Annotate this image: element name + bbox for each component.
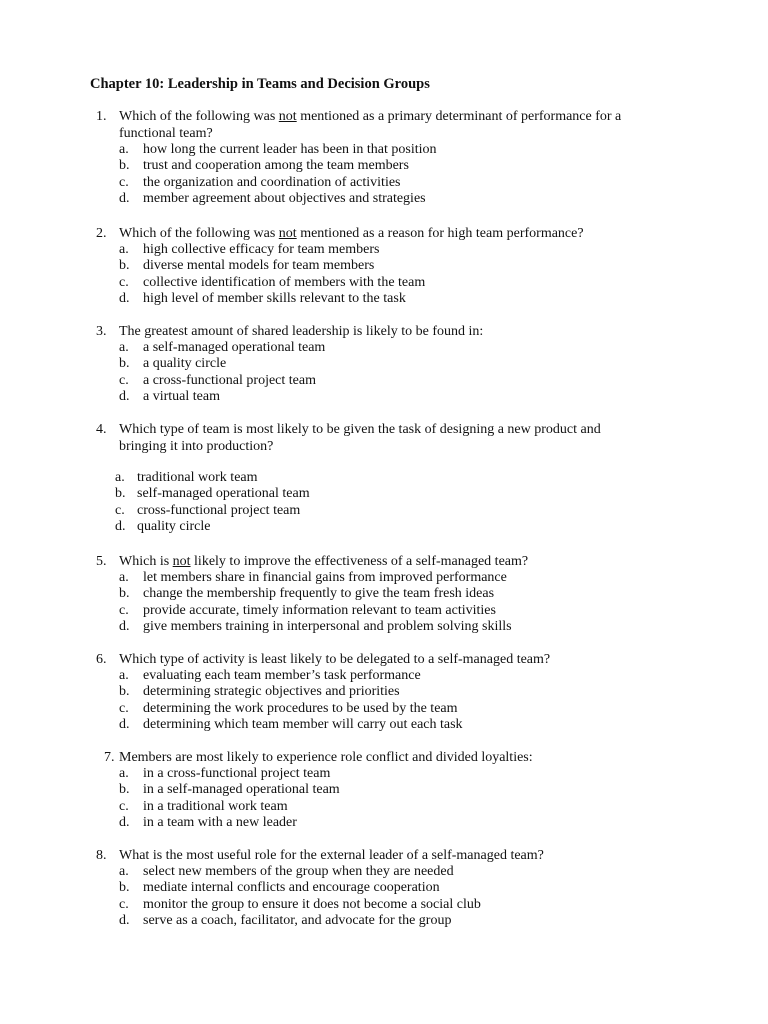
- option-a: [0, 242, 768, 258]
- option-c: [0, 175, 768, 191]
- option-text: high collective efficacy for team members: [143, 242, 380, 257]
- option-text: quality circle: [137, 519, 211, 535]
- option-text: serve as a coach, facilitator, and advocate for the group: [143, 913, 452, 929]
- option-a: [0, 142, 768, 158]
- option-b: [0, 684, 768, 700]
- option-letter: b.: [119, 782, 130, 798]
- question-6: [0, 651, 768, 734]
- option-letter: a.: [119, 766, 129, 781]
- question-8: [0, 847, 768, 930]
- option-letter: c.: [119, 700, 129, 716]
- question-3: [0, 323, 768, 406]
- option-a: [0, 668, 768, 684]
- question-4: [0, 421, 768, 536]
- option-text: in a cross-functional project team: [143, 766, 331, 781]
- question-text: Which type of activity is least likely to be delegated to a self-managed team?: [119, 652, 551, 667]
- option-text: provide accurate, timely information relevant to team activities: [143, 602, 496, 618]
- option-text: monitor the group to ensure it does not become a social club: [143, 896, 481, 912]
- option-d: [0, 717, 768, 733]
- option-text: give members training in interpersonal and problem solving skills: [143, 619, 512, 635]
- option-b: [0, 486, 768, 502]
- option-a: [0, 570, 768, 586]
- question-text: Members are most likely to experience role conflict and divided loyalties:: [119, 750, 533, 765]
- option-letter: c.: [119, 372, 129, 388]
- option-b: [0, 586, 768, 602]
- option-letter: d.: [119, 913, 130, 929]
- option-b: [0, 356, 768, 372]
- option-text: member agreement about objectives and strategies: [143, 191, 426, 207]
- option-c: [0, 275, 768, 291]
- option-c: [0, 701, 768, 717]
- question-number: 7.: [104, 750, 115, 765]
- question-7: [0, 749, 768, 832]
- option-letter: a.: [119, 570, 129, 585]
- option-c: [0, 897, 768, 913]
- option-b: [0, 880, 768, 896]
- option-a: [0, 340, 768, 356]
- option-text: in a self-managed operational team: [143, 782, 340, 798]
- option-a: [0, 470, 768, 486]
- option-letter: b.: [119, 684, 130, 700]
- option-text: in a team with a new leader: [143, 815, 297, 831]
- option-letter: b.: [115, 486, 126, 502]
- question-stem: [0, 225, 768, 242]
- option-text: collective identification of members with the team: [143, 274, 426, 290]
- question-text: Which of the following was not mentioned as a primary determinant of performance for a: [119, 109, 622, 124]
- option-d: [0, 913, 768, 929]
- option-letter: d.: [119, 291, 130, 307]
- option-text: determining strategic objectives and priorities: [143, 684, 400, 700]
- option-text: cross-functional project team: [137, 502, 301, 518]
- option-b: [0, 158, 768, 174]
- option-a: [0, 864, 768, 880]
- option-text: diverse mental models for team members: [143, 258, 375, 274]
- question-1: [0, 108, 768, 208]
- question-number: 8.: [96, 848, 107, 863]
- option-letter: d.: [119, 389, 130, 405]
- option-letter: b.: [119, 158, 130, 174]
- option-text: determining the work procedures to be used by the team: [143, 700, 458, 716]
- question-stem: [0, 847, 768, 864]
- option-text: trust and cooperation among the team members: [143, 158, 409, 174]
- option-d: [0, 815, 768, 831]
- option-text: high level of member skills relevant to the task: [143, 291, 406, 307]
- option-text: let members share in financial gains from improved performance: [143, 570, 507, 585]
- emphasis-not: not: [172, 554, 191, 569]
- question-text: Which of the following was not mentioned as a reason for high team performance?: [119, 226, 584, 241]
- option-letter: d.: [119, 619, 130, 635]
- option-d: [0, 619, 768, 635]
- option-text: a cross-functional project team: [143, 372, 316, 388]
- chapter-title: Chapter 10: Leadership in Teams and Decision Groups: [90, 76, 430, 92]
- option-text: evaluating each team member’s task performance: [143, 668, 421, 683]
- option-letter: a.: [119, 668, 129, 683]
- option-c: [0, 373, 768, 389]
- option-text: in a traditional work team: [143, 798, 288, 814]
- option-d: [0, 389, 768, 405]
- option-letter: a.: [115, 470, 125, 485]
- option-letter: b.: [119, 258, 130, 274]
- question-text-continued: functional team?: [119, 126, 213, 141]
- question-number: 5.: [96, 554, 107, 569]
- question-number: 4.: [96, 422, 107, 437]
- option-d: [0, 191, 768, 207]
- question-number: 6.: [96, 652, 107, 667]
- option-letter: b.: [119, 880, 130, 896]
- option-c: [0, 503, 768, 519]
- option-text: traditional work team: [137, 470, 258, 485]
- question-text: Which is not likely to improve the effectiveness of a self-managed team?: [119, 554, 529, 569]
- option-d: [0, 291, 768, 307]
- question-text: Which type of team is most likely to be given the task of designing a new product and: [119, 422, 601, 437]
- option-text: a quality circle: [143, 356, 227, 372]
- option-text: select new members of the group when they are needed: [143, 864, 454, 879]
- option-letter: d.: [119, 717, 130, 733]
- question-number: 3.: [96, 324, 107, 339]
- question-number: 2.: [96, 226, 107, 241]
- option-letter: c.: [119, 896, 129, 912]
- emphasis-not: not: [278, 226, 297, 241]
- question-stem: [0, 323, 768, 340]
- option-c: [0, 799, 768, 815]
- question-stem: [0, 749, 768, 766]
- question-stem: [0, 651, 768, 668]
- question-text-continued: bringing it into production?: [119, 439, 274, 454]
- option-a: [0, 766, 768, 782]
- option-text: mediate internal conflicts and encourage cooperation: [143, 880, 440, 896]
- option-text: a virtual team: [143, 389, 220, 405]
- option-letter: c.: [119, 274, 129, 290]
- option-c: [0, 603, 768, 619]
- emphasis-not: not: [278, 109, 297, 124]
- option-text: the organization and coordination of activities: [143, 174, 401, 190]
- option-letter: c.: [119, 602, 129, 618]
- question-text: The greatest amount of shared leadership is likely to be found in:: [119, 324, 484, 339]
- option-d: [0, 519, 768, 535]
- option-b: [0, 258, 768, 274]
- question-stem: [0, 108, 768, 125]
- option-letter: a.: [119, 340, 129, 355]
- question-number: 1.: [96, 109, 107, 124]
- option-letter: b.: [119, 356, 130, 372]
- option-letter: c.: [119, 798, 129, 814]
- option-text: how long the current leader has been in that position: [143, 142, 437, 157]
- question-stem: [0, 553, 768, 570]
- option-letter: a.: [119, 864, 129, 879]
- option-letter: b.: [119, 586, 130, 602]
- question-stem: [0, 421, 768, 438]
- option-letter: d.: [119, 191, 130, 207]
- option-text: determining which team member will carry out each task: [143, 717, 463, 733]
- option-text: change the membership frequently to give the team fresh ideas: [143, 586, 495, 602]
- option-text: a self-managed operational team: [143, 340, 326, 355]
- option-letter: c.: [115, 502, 125, 518]
- question-5: [0, 553, 768, 636]
- option-letter: d.: [119, 815, 130, 831]
- option-letter: d.: [115, 519, 126, 535]
- option-b: [0, 782, 768, 798]
- option-letter: a.: [119, 142, 129, 157]
- question-2: [0, 225, 768, 308]
- option-letter: c.: [119, 174, 129, 190]
- question-text: What is the most useful role for the external leader of a self-managed team?: [119, 848, 544, 863]
- option-text: self-managed operational team: [137, 486, 310, 502]
- option-letter: a.: [119, 242, 129, 257]
